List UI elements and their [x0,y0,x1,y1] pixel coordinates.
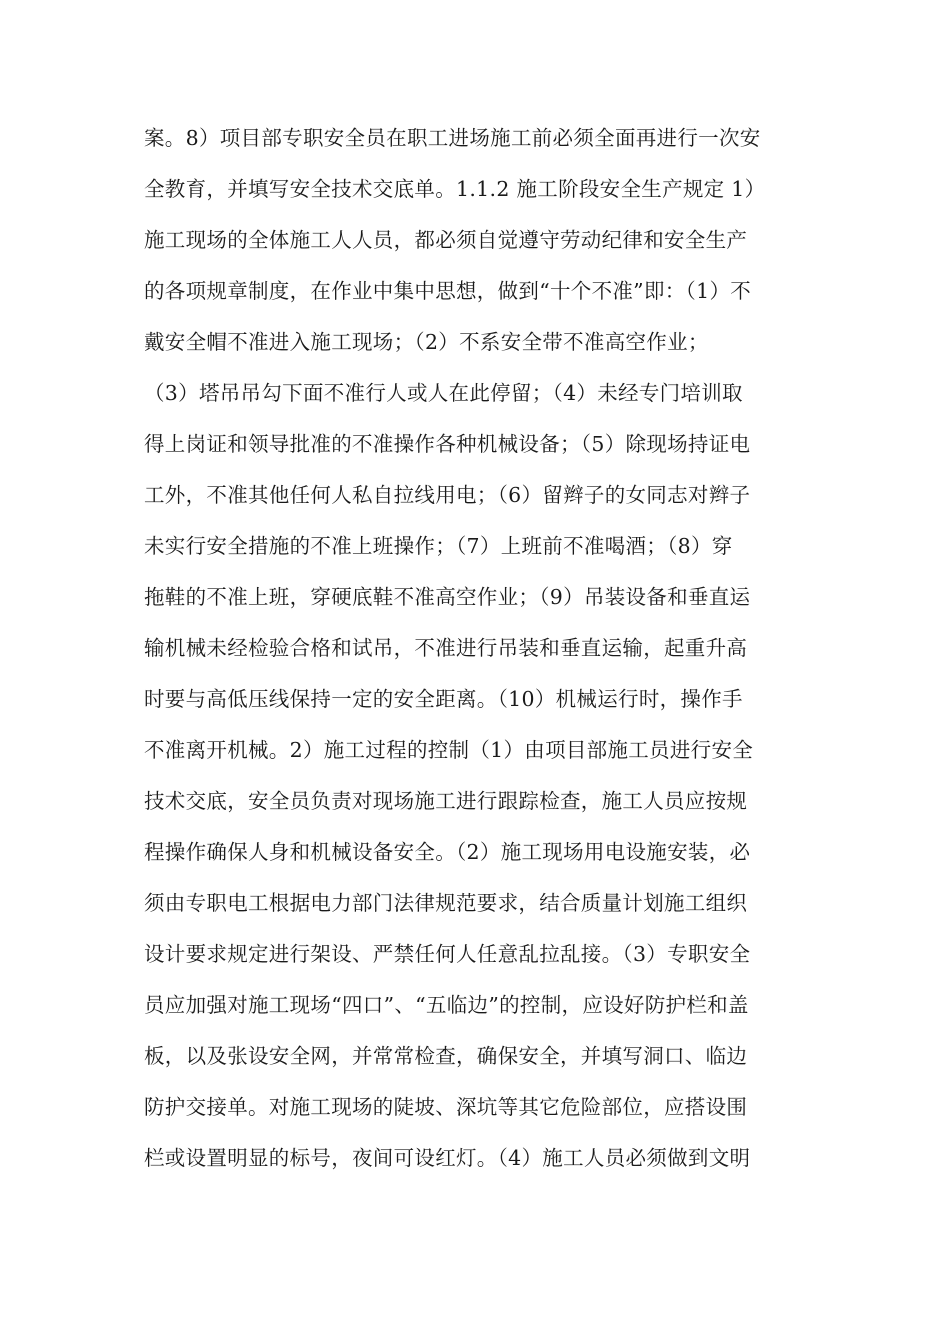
text-line: 须由专职电工根据电力部门法律规范要求，结合质量计划施工组织 [144,891,748,915]
text-line: 程操作确保人身和机械设备安全。（2）施工现场用电设施安装，必 [144,840,751,864]
text-line: 输机械未经检验合格和试吊，不准进行吊装和垂直运输，起重升高 [144,636,748,660]
text-line: 设计要求规定进行架设、严禁任何人任意乱拉乱接。（3）专职安全 [144,942,751,966]
text-line: 不准离开机械。2）施工过程的控制（1）由项目部施工员进行安全 [144,738,754,762]
text-line: 得上岗证和领导批准的不准操作各种机械设备；（5）除现场持证电 [144,432,751,456]
text-line: 案。8）项目部专职安全员在职工进场施工前必须全面再进行一次安 [144,126,761,150]
text-line: 的各项规章制度，在作业中集中思想，做到“十个不准”即：（1）不 [144,279,752,303]
text-line: 栏或设置明显的标号，夜间可设红灯。（4）施工人员必须做到文明 [144,1146,751,1170]
text-line: 防护交接单。对施工现场的陡坡、深坑等其它危险部位，应搭设围 [144,1095,748,1119]
text-line: 戴安全帽不准进入施工现场；（2）不系安全带不准高空作业； [144,330,709,354]
text-line: 板，以及张设安全网，并常常检查，确保安全，并填写洞口、临边 [144,1044,748,1068]
text-line: 员应加强对施工现场“四口”、“五临边”的控制，应设好防护栏和盖 [144,993,749,1017]
text-line: 工外，不准其他任何人私自拉线用电；（6）留辫子的女同志对辫子 [144,483,751,507]
text-line: 时要与高低压线保持一定的安全距离。（10）机械运行时，操作手 [144,687,743,711]
text-line: 全教育，并填写安全技术交底单。1.1.2 施工阶段安全生产规定 1） [144,177,766,201]
text-line: 未实行安全措施的不准上班操作；（7）上班前不准喝酒；（8）穿 [144,534,733,558]
text-line: （3）塔吊吊勾下面不准行人或人在此停留；（4）未经专门培训取 [144,381,743,405]
text-line: 技术交底，安全员负责对现场施工进行跟踪检查，施工人员应按规 [144,789,748,813]
text-line: 施工现场的全体施工人人员，都必须自觉遵守劳动纪律和安全生产 [144,228,748,252]
text-line: 拖鞋的不准上班，穿硬底鞋不准高空作业；（9）吊装设备和垂直运 [144,585,751,609]
